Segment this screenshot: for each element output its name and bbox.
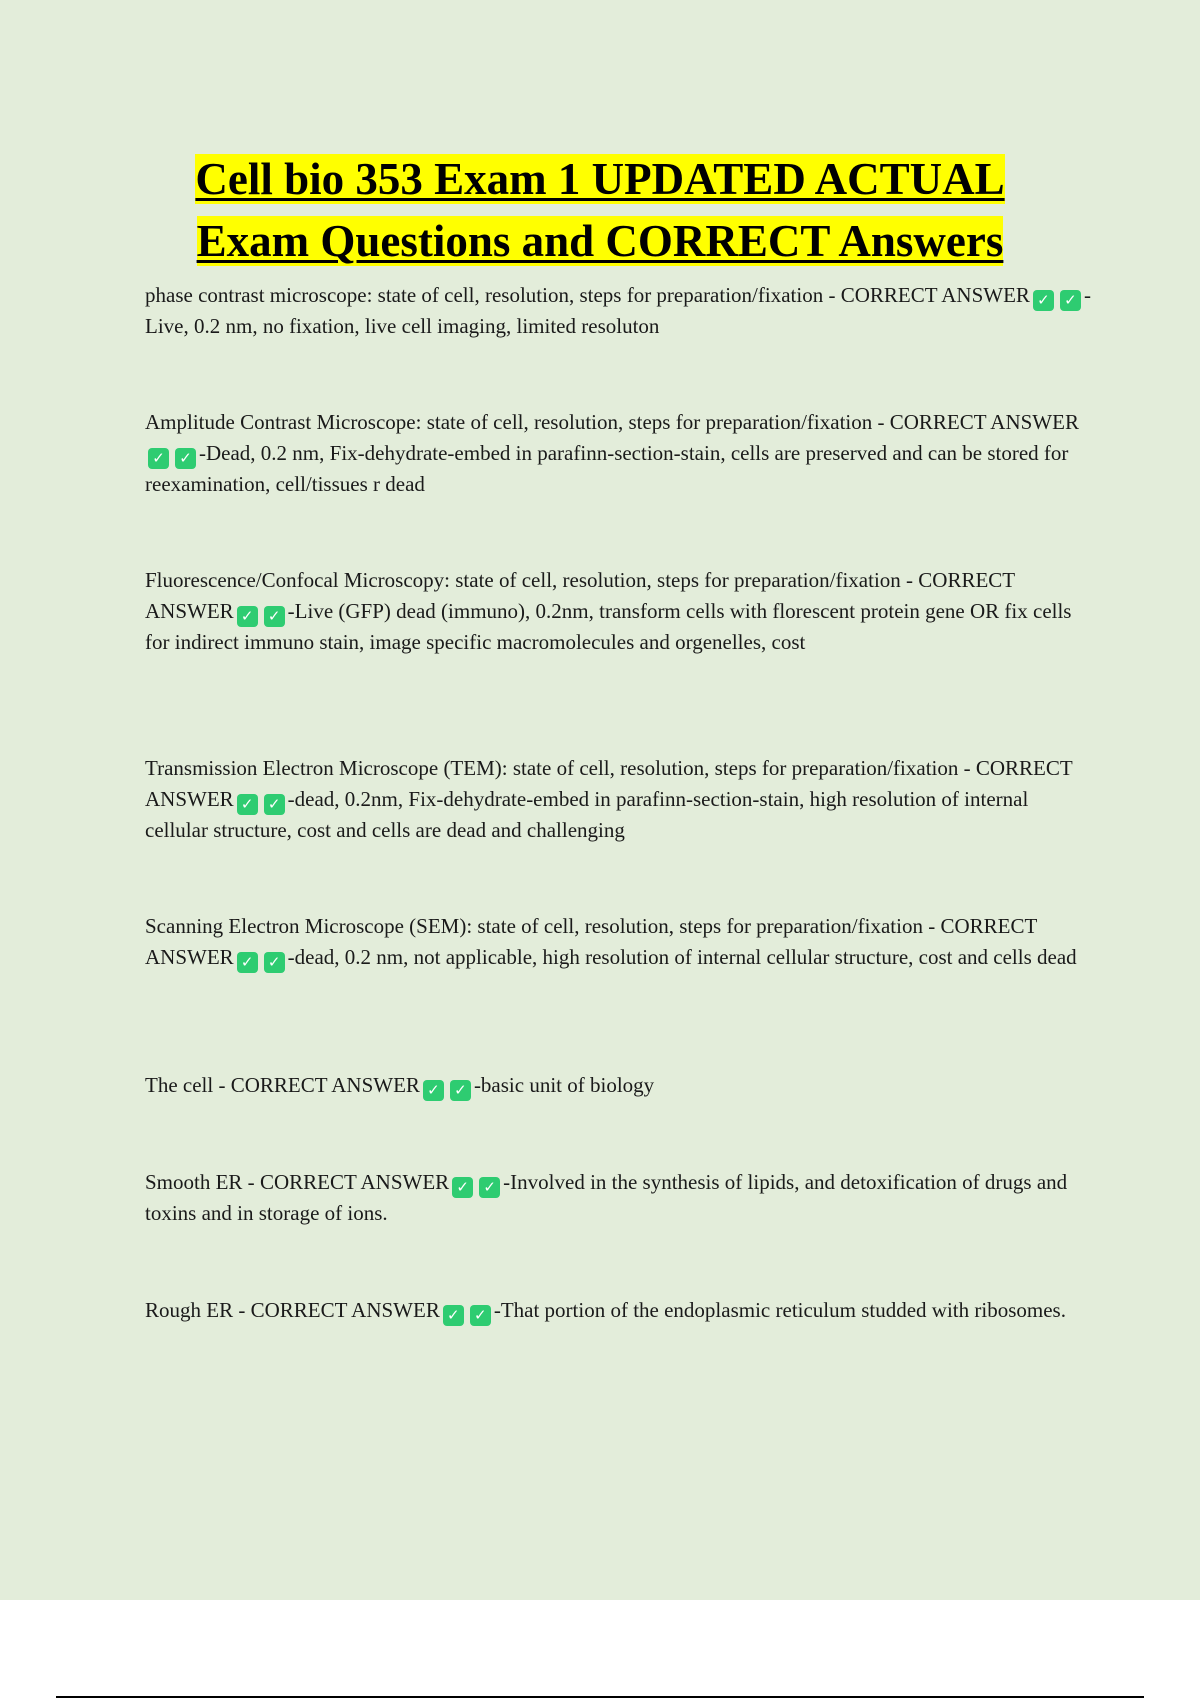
check-icon: ✓ (443, 1305, 464, 1326)
answer-text: -Live, 0.2 nm, no fixation, live cell imaging, limited resoluton (145, 283, 1091, 338)
qa-entry-smooth-er (145, 1167, 1095, 1229)
check-icon: ✓ (264, 952, 285, 973)
answer-text: -dead, 0.2nm, Fix-dehydrate-embed in parafinn-section-stain, high resolution of internal cellular structure, cost and cells are dead and challenging (145, 787, 1029, 842)
qa-entry-the-cell (145, 1070, 1095, 1101)
title-line-1: Cell bio 353 Exam 1 UPDATED ACTUAL (195, 154, 1005, 204)
qa-entry-tem (145, 753, 1095, 846)
answer-text: -dead, 0.2 nm, not applicable, high resolution of internal cellular structure, cost and cells dead (287, 945, 1077, 969)
question-text: Transmission Electron Microscope (TEM): state of cell, resolution, steps for preparation/fixation - (145, 756, 976, 780)
answer-marker: CORRECT ANSWER (840, 283, 1030, 307)
footer-divider (56, 1696, 1144, 1698)
qa-entry-sem (145, 911, 1095, 973)
check-icon: ✓ (237, 952, 258, 973)
answer-marker: CORRECT ANSWER (145, 568, 1015, 623)
question-text: The cell - (145, 1073, 231, 1097)
answer-marker: CORRECT ANSWER (889, 410, 1079, 434)
check-icon: ✓ (479, 1177, 500, 1198)
question-text: Amplitude Contrast Microscope: state of cell, resolution, steps for preparation/fixation - (145, 410, 890, 434)
check-icon: ✓ (1060, 290, 1081, 311)
check-icon: ✓ (1033, 290, 1054, 311)
question-text: phase contrast microscope: state of cell, resolution, steps for preparation/fixation - (145, 283, 841, 307)
question-text: Rough ER - (145, 1298, 251, 1322)
answer-text: -Involved in the synthesis of lipids, and detoxification of drugs and toxins and in storage of ions. (145, 1170, 1068, 1225)
check-icon: ✓ (175, 448, 196, 469)
answer-marker: CORRECT ANSWER (259, 1170, 450, 1194)
qa-entry-rough-er (145, 1295, 1095, 1326)
answer-marker: CORRECT ANSWER (145, 756, 1073, 811)
qa-entry-fluorescence (145, 565, 1095, 658)
check-icon: ✓ (264, 794, 285, 815)
check-icon: ✓ (264, 606, 285, 627)
question-text: Scanning Electron Microscope (SEM): state of cell, resolution, steps for preparation/fixation - (145, 914, 941, 938)
check-icon: ✓ (237, 794, 258, 815)
check-icon: ✓ (452, 1177, 473, 1198)
check-icon: ✓ (470, 1305, 491, 1326)
answer-marker: CORRECT ANSWER (145, 914, 1037, 969)
title-line-2: Exam Questions and CORRECT Answers (196, 216, 1004, 266)
answer-marker: CORRECT ANSWER (230, 1073, 420, 1097)
qa-entry-phase-contrast (145, 280, 1095, 342)
answer-text: -Live (GFP) dead (immuno), 0.2nm, transform cells with florescent protein gene OR fix cells for indirect immuno stain, image specific macromolecules and orgenelles, cost (145, 599, 1072, 654)
check-icon: ✓ (148, 448, 169, 469)
answer-marker: CORRECT ANSWER (250, 1298, 440, 1322)
check-icon: ✓ (423, 1080, 444, 1101)
page-title (60, 148, 1140, 272)
qa-entry-amplitude-contrast (145, 407, 1095, 500)
answer-text: -basic unit of biology (473, 1073, 655, 1097)
answer-text: -That portion of the endoplasmic reticulum studded with ribosomes. (493, 1298, 1066, 1322)
question-text: Smooth ER - (145, 1170, 260, 1194)
check-icon: ✓ (450, 1080, 471, 1101)
check-icon: ✓ (237, 606, 258, 627)
question-text: Fluorescence/Confocal Microscopy: state of cell, resolution, steps for preparation/fixation - (145, 568, 919, 592)
answer-text: -Dead, 0.2 nm, Fix-dehydrate-embed in parafinn-section-stain, cells are preserved and can be stored for reexamination, cell/tissues r dead (145, 441, 1069, 496)
